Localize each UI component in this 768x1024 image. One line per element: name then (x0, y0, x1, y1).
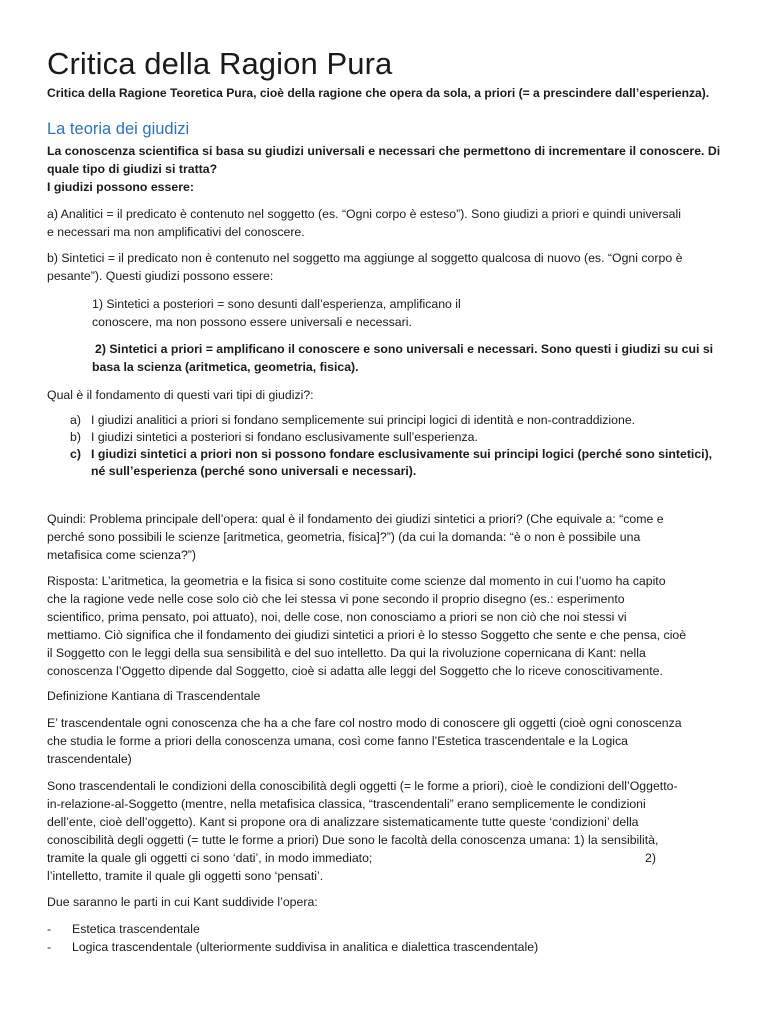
list-item (47, 429, 727, 446)
risposta-paragraph (47, 572, 727, 680)
definizione-line: E’ trascendentale ogni conoscenza che ha a che fare col nostro modo di conoscere gli oggetti (cioè ogni conoscenza (47, 716, 682, 730)
condizioni-line-part: 2) (645, 851, 656, 865)
condizioni-paragraph (47, 777, 727, 885)
list-item-text: né sull’esperienza (perché sono universali e necessari). (91, 464, 417, 478)
list-marker: - (47, 922, 52, 936)
list-item-text: Logica trascendentale (ulteriormente suddivisa in analitica e dialettica trascendentale) (72, 940, 539, 954)
quindi-line: Quindi: Problema principale dell’opera: qual è il fondamento dei giudizi sintetici a priori? (Che equivale a: “come e (47, 512, 664, 526)
condizioni-line: conoscibilità degli oggetti (= tutte le forme a priori) Due sono le facoltà della conoscenza umana: 1) la sensibilità, (47, 833, 659, 847)
section-heading: La teoria dei giudizi (47, 120, 190, 138)
risposta-line: il Soggetto con le leggi della sua sensibilità e del suo intelletto. Da qui la rivoluzione copernicana di Kant: nella (47, 646, 646, 660)
condizioni-line: dell’ente, cioè dell’oggetto). Kant si propone ora di analizzare sistematicamente tutte queste ‘condizioni’ della (47, 815, 639, 829)
list-item-text: Estetica trascendentale (72, 922, 200, 936)
list-marker: - (47, 940, 52, 954)
definizione-line: che studia le forme a priori della conoscenza umana, così come fanno l’Estetica trascendentale e la Logica (47, 734, 629, 748)
analitici-line: a) Analitici = il predicato è contenuto nel soggetto (es. “Ogni corpo è esteso”). Sono giudizi a priori e quindi universali (47, 207, 681, 221)
fondamento-question: Qual è il fondamento di questi vari tipi di giudizi?: (47, 388, 314, 402)
list-item (47, 920, 727, 938)
condizioni-line: l’intelletto, tramite il quale gli oggetti sono ‘pensati’. (47, 869, 324, 883)
list-item (47, 938, 727, 956)
list-item-text: I giudizi analitici a priori si fondano semplicemente sui principi logici di identità e non-contraddizione. (91, 413, 636, 427)
quindi-line: perché sono possibili le scienze [aritmetica, geometria, fisica]?”) (da cui la domanda: “è o non è possibile una (47, 530, 641, 544)
intro-line: La conoscenza scientifica si basa su giudizi universali e necessari che permettono di incrementare il conoscere. Di (47, 144, 721, 158)
condizioni-line-part: tramite la quale gli oggetti ci sono ‘dati’, in modo immediato; (47, 851, 373, 865)
condizioni-line: Sono trascendentali le condizioni della conoscibilità degli oggetti (= le forme a priori), cioè le condizioni dell’Oggetto- (47, 779, 678, 793)
analitici-line: e necessari ma non amplificativi del conoscere. (47, 225, 305, 239)
risposta-line: che la ragione vede nelle cose solo ciò che lei stessa vi pone secondo il proprio disegno (es.: esperimento (47, 592, 625, 606)
sintetici-line: pesante”). Questi giudizi possono essere: (47, 269, 274, 283)
sintetici-a-posteriori (92, 295, 712, 331)
sub2-line: 2) Sintetici a priori = amplificano il conoscere e sono universali e necessari. Sono questi i giudizi su cui si (95, 342, 714, 356)
sub1-line: conoscere, ma non possono essere universali e necessari. (92, 315, 412, 329)
sub2-line: basa la scienza (aritmetica, geometria, fisica). (92, 360, 359, 374)
page-title: Critica della Ragion Pura (47, 46, 393, 81)
intro-line: I giudizi possono essere: (47, 180, 194, 194)
parti-list (47, 920, 727, 956)
list-item-text: I giudizi sintetici a posteriori si fondano esclusivamente sull’esperienza. (91, 430, 478, 444)
intro-paragraph (47, 142, 727, 196)
definizione-heading: Definizione Kantiana di Trascendentale (47, 689, 261, 703)
risposta-line: mettiamo. Ciò significa che il fondamento dei giudizi sintetici a priori è lo stesso Soggetto che sente e che pensa, cioè (47, 628, 687, 642)
analitici-paragraph (47, 205, 727, 241)
list-item (47, 412, 727, 429)
intro-line: quale tipo di giudizi si tratta? (47, 162, 218, 176)
quindi-line: metafisica come scienza?”) (47, 548, 196, 562)
list-item-text: I giudizi sintetici a priori non si possono fondare esclusivamente sui principi logici (perché sono sintetici), (91, 447, 713, 461)
sintetici-paragraph (47, 249, 727, 285)
sintetici-a-priori (92, 340, 722, 376)
parti-heading: Due saranno le parti in cui Kant suddivide l’opera: (47, 895, 318, 909)
list-item (47, 446, 727, 480)
definizione-paragraph (47, 714, 727, 768)
list-marker: a) (70, 413, 81, 427)
page-subtitle: Critica della Ragione Teoretica Pura, cioè della ragione che opera da sola, a priori (= a prescindere dall’esperienza). (47, 86, 710, 100)
sub1-line: 1) Sintetici a posteriori = sono desunti dall’esperienza, amplificano il (92, 297, 461, 311)
condizioni-line (47, 849, 727, 867)
definizione-line: trascendentale) (47, 752, 132, 766)
sintetici-line: b) Sintetici = il predicato non è contenuto nel soggetto ma aggiunge al soggetto qualcosa di nuovo (es. “Ogni corpo è (47, 251, 683, 265)
condizioni-line: in-relazione-al-Soggetto (mentre, nella metafisica classica, “trascendentali” erano semplicemente le condizioni (47, 797, 646, 811)
list-marker: c) (70, 447, 81, 461)
quindi-paragraph (47, 510, 727, 564)
risposta-line: Risposta: L’aritmetica, la geometria e la fisica si sono costituite come scienze dal momento in cui l’uomo ha capito (47, 574, 666, 588)
fondamento-list (47, 412, 727, 480)
list-marker: b) (70, 430, 81, 444)
risposta-line: conoscenza l’Oggetto dipende dal Soggetto, cioè si adatta alle leggi del Soggetto che lo riceve conoscitivamente. (47, 664, 663, 678)
risposta-line: scientifico, prima pensato, poi attuato), noi, delle cose, non conosciamo a priori se non ciò che noi stessi vi (47, 610, 627, 624)
